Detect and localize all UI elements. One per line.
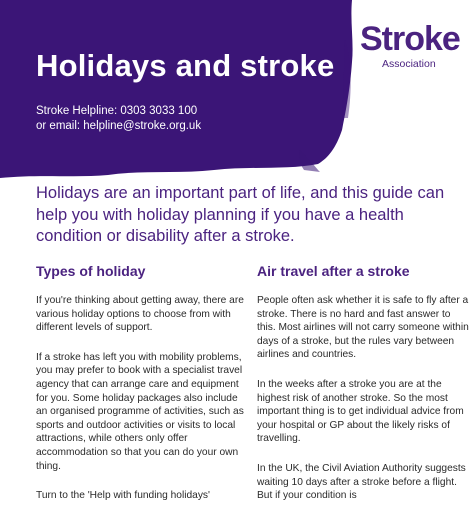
page-title: Holidays and stroke	[36, 48, 335, 83]
logo-wordmark: Stroke	[360, 20, 460, 58]
body-paragraph: Turn to the 'Help with funding holidays'	[36, 490, 210, 502]
logo-subtitle: Association	[382, 58, 436, 70]
air-travel-section	[257, 262, 469, 519]
contact-info	[36, 104, 201, 134]
section-heading-types-of-holiday: Types of holiday	[36, 263, 146, 279]
stroke-association-logo	[360, 22, 460, 70]
body-paragraph: If a stroke has left you with mobility problems, you may prefer to book with a specialist travel agency that can arrange care and equipment for you. Some holiday packages also include an organised programme of activities, such as sports and outdoor activities or visits to local attractions, while others only offer accommodation so that you can do your own thing.	[36, 351, 244, 472]
body-paragraph: In the weeks after a stroke you are at the highest risk of another stroke. So the most important thing is to get individual advice from your hospital or GP about the likely risks of travelling.	[257, 378, 464, 445]
email-text: or email: helpline@stroke.org.uk	[36, 120, 202, 132]
intro-paragraph: Holidays are an important part of life, and this guide can help you with holiday planning if you have a health condition or disability after a stroke.	[36, 184, 445, 245]
body-paragraph: If you're thinking about getting away, there are various holiday options to choose from with different levels of support.	[36, 295, 244, 334]
types-of-holiday-section	[36, 262, 248, 519]
helpline-text: Stroke Helpline: 0303 3033 100	[36, 105, 198, 117]
body-paragraph: In the UK, the Civil Aviation Authority suggests waiting 10 days after a stroke before a flight. But if your condition is	[257, 462, 466, 502]
section-heading-air-travel: Air travel after a stroke	[257, 263, 410, 279]
body-paragraph: People often ask whether it is safe to fly after a stroke. There is no hard and fast answer to this. Most airlines will not carry someone within days of a stroke, but the rules vary between airlines and countries.	[257, 295, 469, 361]
